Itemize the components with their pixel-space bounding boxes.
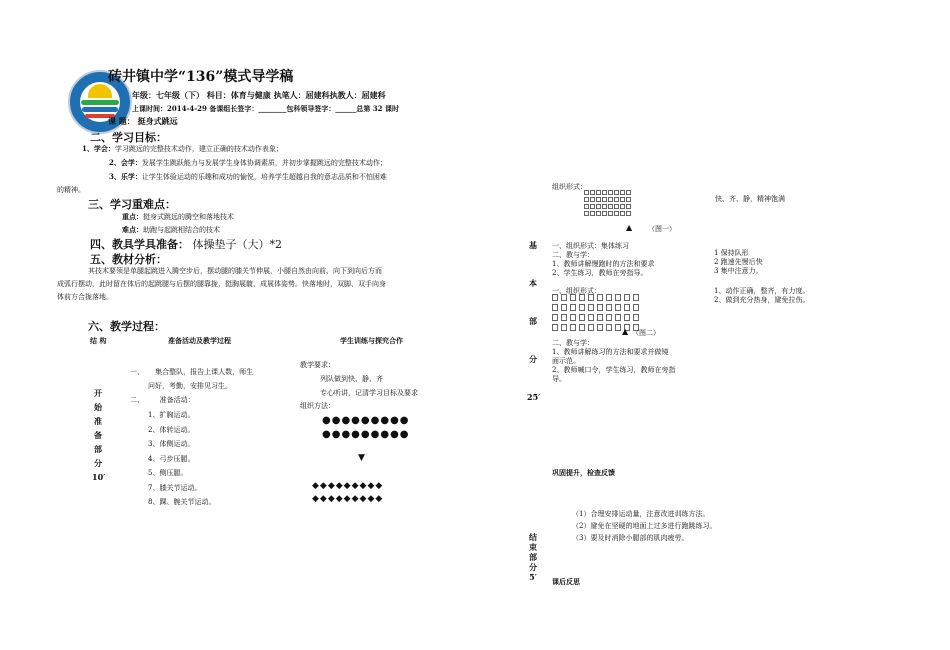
section-goals-title: 二、学习目标： <box>90 131 167 144</box>
formation-grid-1 <box>584 190 632 218</box>
start-section-label: 开 始 准 备 部 分 10′ <box>92 388 106 482</box>
lesson-topic: 课 题： 挺身式跳远 <box>108 116 178 126</box>
list-item: 2、体转运动。 <box>148 425 195 434</box>
org1-note: 快、齐、静，精神饱满 <box>715 195 785 203</box>
list-item: 3、体侧运动。 <box>148 440 195 448</box>
analysis-line-1: 其技术要领是单腿起跳进入腾空步后，摆动腿的膝关节伸展，小腿自然由向前、向下到向后方而 <box>88 267 382 275</box>
reflection-title: 课后反思 <box>552 577 580 586</box>
basic-1: 一、组织形式：集体练习 <box>552 242 629 250</box>
req-1: 列队做到快、静、齐 <box>320 375 383 383</box>
rule-2: 2 跑速先慢后快 <box>714 258 763 266</box>
teacher-triangle-1: ▲ <box>626 223 633 232</box>
analysis-line-2: 成弧行摆动，此时留在体后的起跳腿与后摆的腿靠拢，挺胸展髋，成展体姿势。快落地时，双脚、双手向身 <box>57 280 386 288</box>
section-analysis-title: 五、教材分析： <box>90 253 167 266</box>
figure-1-label: （图一） <box>648 225 676 233</box>
header-line2: 上课时间：2014-4-29 备课组长签字：________包科领导签字：______总第 32 课时 <box>132 104 399 113</box>
col-train: 学生训练与探究合作 <box>340 336 403 345</box>
goal-3: 3、乐学：让学生体验运动的乐趣和成功的愉悦，培养学生超越自我的意志品质和不怕困难 <box>109 172 387 181</box>
basic-section-label: 基 本 部 分 25′ <box>527 240 541 402</box>
teacher-triangle-2: ▲ <box>622 327 629 336</box>
req-2: 专心听讲，记清学习目标及要求 <box>320 389 418 397</box>
formation-grid-2 <box>552 294 642 334</box>
goal-3-cont: 的精神。 <box>57 186 85 194</box>
section-keypoints-title: 三、学习重难点： <box>88 198 176 211</box>
col-structure: 结 构 <box>90 336 107 345</box>
header-line1: 年级：七年级（下） 科目：体育与健康 执笔人：屈建科执教人：屈建科 <box>132 90 386 100</box>
org1-title: 组织形式： <box>552 183 587 191</box>
student-dots-row-1: ●●●●●●●●● <box>322 415 410 426</box>
org2-title: 一、组织形式： <box>552 287 601 295</box>
note-2: 2、做到充分热身，避免拉伤。 <box>714 296 810 304</box>
teach-1: 二、教与学： <box>552 339 594 347</box>
teach-4: 2、教师喊口令，学生练习，教师在旁指 <box>552 366 676 374</box>
student-diamonds-row-2: ◆◆◆◆◆◆◆◆◆ <box>312 494 384 504</box>
analysis-line-3: 体前方合拢落地。 <box>57 293 113 301</box>
list-item: 1、扩胸运动。 <box>148 411 195 419</box>
col-prep: 准备活动及教学过程 <box>168 336 231 345</box>
student-dots-row-2: ●●●●●●●●● <box>322 429 410 440</box>
org-title: 组织方法： <box>300 402 335 410</box>
end-2: （2）避免在坚硬的地面上过多进行跑跳练习。 <box>572 522 717 530</box>
item-2: 二、 准备活动： <box>130 396 195 404</box>
basic-4: 2、学生练习，教师在旁指导。 <box>552 269 648 277</box>
req-title: 教学要求： <box>300 361 335 369</box>
rule-3: 3 集中注意力。 <box>714 267 763 275</box>
section-tools: 四、教具学具准备： 体操垫子（大）*2 <box>90 238 282 251</box>
key-point: 重点：挺身式跳远的腾空和落地技术 <box>122 212 234 221</box>
basic-3: 1、教师讲解慢跑时的方法和要求 <box>552 260 655 268</box>
goal-2: 2、会学：发展学生跳跃能力与发展学生身体协调素质，并初步掌握跳远的完整技术动作； <box>109 158 387 167</box>
list-item: 5、侧压腿。 <box>148 469 188 477</box>
section-process-title: 六、教学过程： <box>88 320 165 333</box>
basic-2: 二、教与学： <box>552 251 594 259</box>
rule-1: 1 保持队形 <box>714 249 749 257</box>
page-title: 砖井镇中学“136”模式导学稿 <box>108 69 294 85</box>
item-1: 一、 集合整队，报告上课人数，师生 <box>130 368 254 376</box>
end-section-label: 结 束 部 分 5′ <box>529 532 537 582</box>
difficult-point: 难点：助跑与起跳相结合的技术 <box>122 225 220 234</box>
consolidate-title: 巩固提升，检查反馈 <box>552 468 615 477</box>
student-diamonds-row-1: ◆◆◆◆◆◆◆◆◆ <box>312 481 384 491</box>
item-1-cont: 问好，考勤，安排见习生。 <box>148 382 232 390</box>
end-1: （1）合理安排运动量，注意改进训练方法。 <box>572 510 710 518</box>
exercise-list <box>148 408 215 510</box>
end-3: （3）要及时消除小腿部的肌肉疲劳。 <box>572 534 689 542</box>
figure-2-label: （图二） <box>632 329 660 337</box>
list-item: 7、膝关节运动。 <box>148 483 202 492</box>
list-item: 8、踝、腕关节运动。 <box>148 498 216 506</box>
note-1: 1、动作正确，整齐，有力度。 <box>714 287 810 295</box>
teach-3: 面示范。 <box>552 357 580 365</box>
goal-1: 1、学会：学习跳远的完整技术动作，建立正确的技术动作表象； <box>82 144 283 153</box>
teach-5: 导。 <box>552 375 566 383</box>
teacher-marker: ▼ <box>358 453 365 463</box>
list-item: 4、弓步压腿。 <box>148 454 195 463</box>
teach-2: 1、教师讲解练习的方法和要求并做镜 <box>552 348 669 356</box>
